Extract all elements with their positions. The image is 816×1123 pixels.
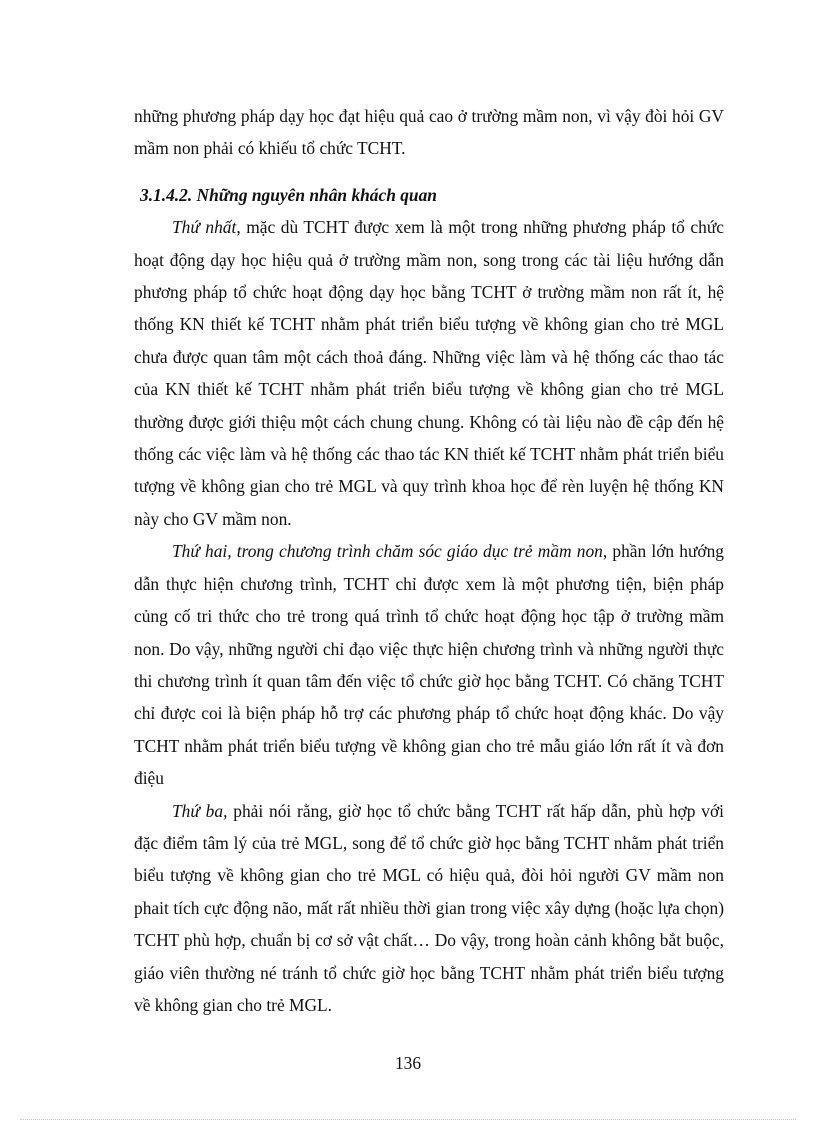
paragraph-text: , phần lớn hướng dẫn thực hiện chương trình, TCHT chỉ được xem là một phương tiện, biện pháp củng cố tri thức cho trẻ trong quá trình tổ chức hoạt động học tập ở trường mầm non. Do vậy, những người chỉ đạo việc thực hiện chương trình và những người thực thi chương trình ít quan tâm đến việc tổ chức giờ học bằng TCHT. Có chăng TCHT chỉ được coi là biện pháp hỗ trợ các phương pháp tổ chức hoạt động khác. Do vậy TCHT nhằm phát triển biểu tượng về không gian cho trẻ mẫu giáo lớn rất ít và đơn điệu	[134, 541, 724, 789]
paragraph-second-reason	[134, 535, 724, 794]
section-heading: 3.1.4.2. Những nguyên nhân khách quan	[140, 184, 437, 205]
page-number: 136	[394, 1053, 422, 1073]
page-bottom-divider	[20, 1119, 796, 1120]
paragraph-third-reason	[134, 795, 724, 1022]
paragraph-text: mặc dù TCHT được xem là một trong những phương pháp tổ chức hoạt động dạy học hiệu quả ở trường mầm non, song trong các tài liệu hướng dẫn phương pháp tổ chức hoạt động dạy học bằng TCHT ở trường mầm non rất ít, hệ thống KN thiết kế TCHT nhằm phát triển biểu tượng về không gian cho trẻ MGL chưa được quan tâm một cách thoả đáng. Những việc làm và hệ thống các thao tác của KN thiết kế TCHT nhằm phát triển biểu tượng về không gian cho trẻ MGL thường được giới thiệu một cách chung chung. Không có tài liệu nào đề cập đến hệ thống các việc làm và hệ thống các thao tác KN thiết kế TCHT nhằm phát triển biểu tượng về không gian cho trẻ MGL và quy trình khoa học để rèn luyện hệ thống KN này cho GV mầm non.	[134, 217, 724, 529]
paragraph-text: phải nói rằng, giờ học tổ chức bằng TCHT rất hấp dẫn, phù hợp với đặc điểm tâm lý của trẻ MGL, song để tổ chức giờ học bằng TCHT nhằm phát triển biểu tượng về không gian cho trẻ MGL có hiệu quả, đòi hỏi người GV mầm non phait tích cực động não, mất rất nhiều thời gian trong việc xây dựng (hoặc lựa chọn) TCHT phù hợp, chuẩn bị cơ sở vật chất… Do vậy, trong hoàn cảnh không bắt buộc, giáo viên thường né tránh tổ chức giờ học bằng TCHT nhằm phát triển biểu tượng về không gian cho trẻ MGL.	[134, 800, 724, 1015]
intro-paragraph: những phương pháp dạy học đạt hiệu quả cao ở trường mầm non, vì vậy đòi hỏi GV mầm non phải có khiếu tổ chức TCHT.	[134, 106, 724, 159]
paragraph-first-reason	[134, 211, 724, 535]
paragraph-lead: Thứ nhất,	[172, 217, 241, 238]
paragraph-lead: Thứ hai, trong chương trình chăm sóc giáo dục trẻ mầm non	[172, 541, 603, 562]
paragraph-lead: Thứ ba,	[172, 800, 228, 821]
page-body	[134, 100, 724, 1021]
